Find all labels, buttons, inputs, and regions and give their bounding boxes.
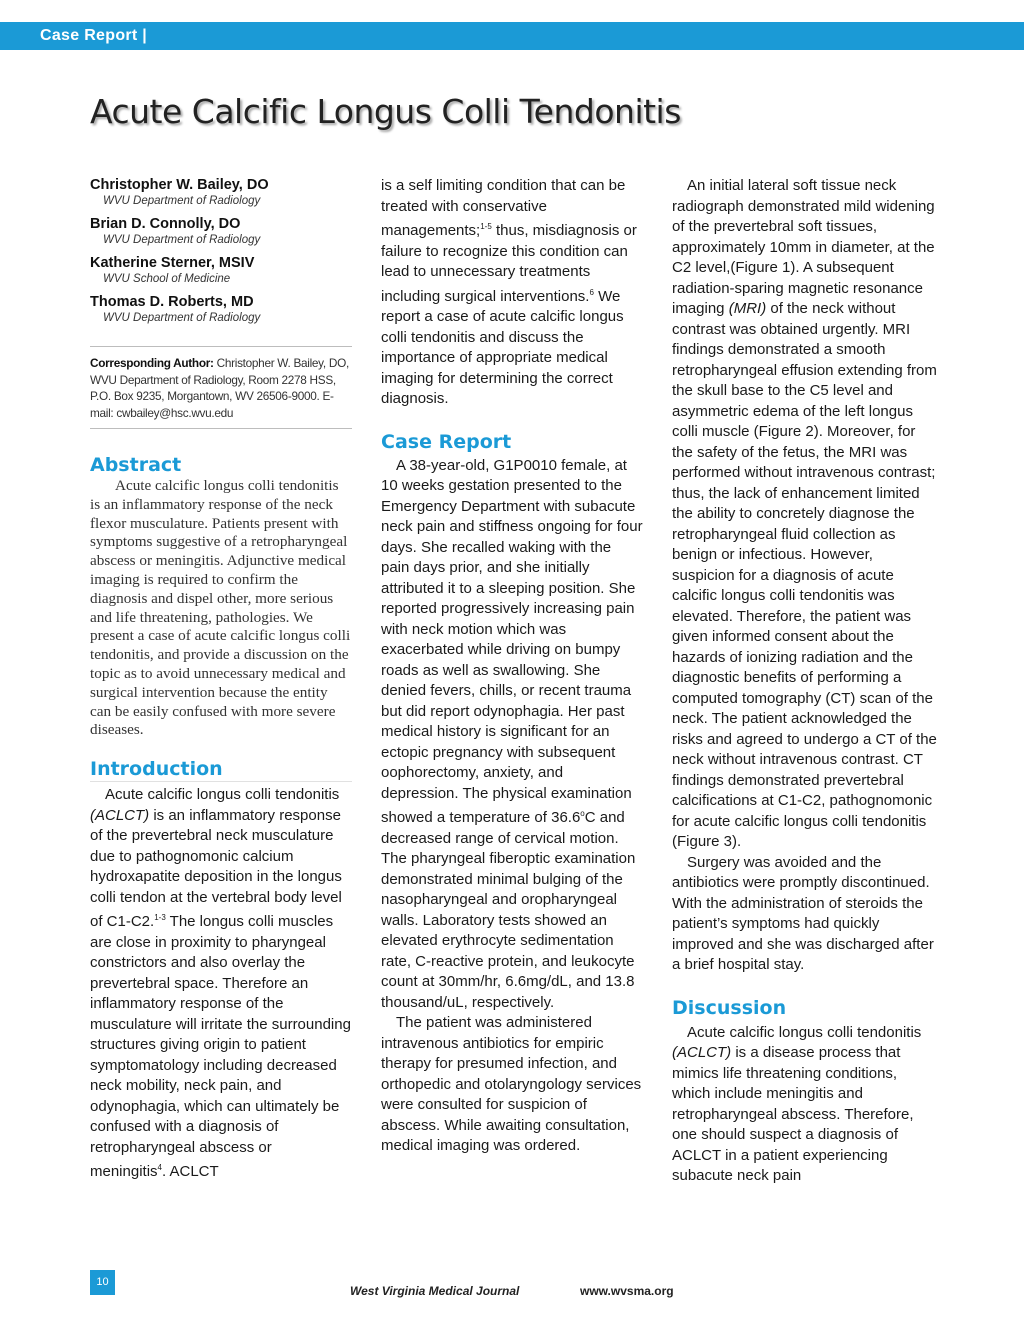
- header-bar: [0, 22, 1024, 50]
- author-name: Christopher W. Bailey, DO: [90, 177, 269, 193]
- author-affiliation: WVU Department of Radiology: [103, 195, 261, 207]
- column-1: [90, 176, 352, 1183]
- column-2: [381, 176, 643, 1157]
- case-report-paragraph: Surgery was avoided and the antibiotics were promptly discontinued. With the administration of steroids the patient’s symptoms had quickly improved and she was discharged after a brief hospital stay.: [672, 853, 934, 973]
- corresponding-details: Christopher W. Bailey, DO, WVU Department of Radiology, Room 2278 HSS, P.O. Box 9235, Morgantown, WV 26506-9000. E-mail: cwbailey@hsc.wvu.edu: [90, 356, 349, 420]
- author-affiliation: WVU School of Medicine: [103, 273, 231, 285]
- page-number: 10: [90, 1270, 115, 1295]
- article-title: Acute Calcific Longus Colli Tendonitis: [90, 92, 681, 131]
- introduction-heading: Introduction: [90, 757, 352, 782]
- discussion-heading: Discussion: [672, 996, 787, 1019]
- case-report-paragraph: An initial lateral soft tissue neck radiograph demonstrated mild widening of the prevertebral soft tissues, approximately 10mm in diameter, at the C2 level,(Figure 1). A subsequent radiation-sparing magnetic resonance imaging (MRI) of the neck without contrast was obtained urgently. MRI findings demonstrated a smooth retropharyngeal effusion extending from the skull base to the C5 level and asymmetric edema of the left longus colli muscle (Figure 2). Moreover, for the safety of the fetus, the MRI was performed without intravenous contrast; thus, the lack of enhancement limited the ability to concretely diagnose the retropharyngeal fluid collection as benign or infectious. However, suspicion for a diagnosis of acute calcific longus colli tendonitis was elevated. Therefore, the patient was given informed consent about the hazards of ionizing radiation and the diagnostic benefits of performing a computed tomography (CT) scan of the neck. The patient acknowledged the risks and agreed to undergo a CT of the neck without intravenous contrast. CT findings demonstrated prevertebral calcifications at C1-C2, pathognomonic for acute calcific longus colli tendonitis (Figure 3).: [672, 177, 937, 850]
- author-name: Thomas D. Roberts, MD: [90, 294, 254, 310]
- abstract-heading: Abstract: [90, 454, 182, 476]
- case-report-paragraph: The patient was administered intravenous antibiotics for empiric therapy for presumed infection, and orthopedic and otolaryngology services were consulted for suspicion of abscess. While awaiting consultation, medical imaging was ordered.: [381, 1014, 642, 1154]
- case-report-heading: Case Report: [381, 430, 512, 453]
- introduction-paragraph-continued: is a self limiting condition that can be treated with conservative managements;$^{1-5}$ thus, misdiagnosis or failure to recognize this condition can lead to unnecessary treatments including surgical interventions.$^6$ We report a case of acute calcific longus colli tendonitis and discuss the importance of appropriate medical imaging for determining the correct diagnosis.: [381, 177, 637, 407]
- corresponding-author: [90, 346, 352, 429]
- journal-name: West Virginia Medical Journal: [350, 1284, 520, 1298]
- journal-url[interactable]: www.wvsma.org: [580, 1284, 674, 1298]
- author-affiliation: WVU Department of Radiology: [103, 234, 261, 246]
- abstract-text: Acute calcific longus colli tendonitis is an inflammatory response of the neck flexor musculature. Patients present with symptoms suggestive of a retropharyngeal abscess or meningitis. Adjunctive medical imaging is required to confirm the diagnosis and dispel other, more serious and life threatening, pathologies. We present a case of acute calcific longus colli tendonitis, and provide a discussion on the topic as to avoid unnecessary medical and surgical intervention because the entity can be easily confused with more severe diseases.: [90, 477, 351, 739]
- column-3: [672, 176, 938, 1187]
- author-block: [90, 176, 352, 208]
- introduction-paragraph: Acute calcific longus colli tendonitis (ACLCT) is an inflammatory response of the prevertebral neck musculature due to pathognomonic calcium hydroxapatite deposition in the longus colli tendon at the vertebral body level of C1-C2.$^{1-3}$ The longus colli muscles are close in proximity to pharyngeal constrictors and also overlay the prevertebral space. Therefore an inflammatory response of the musculature will irritate the surrounding structures giving origin to patient symptomatology including decreased neck mobility, neck pain, and odynophagia, which can ultimately be confused with a diagnosis of retropharyngeal abscess or meningitis$^4$. ACLCT: [90, 786, 351, 1181]
- author-block: [90, 254, 352, 286]
- author-affiliation: WVU Department of Radiology: [103, 312, 261, 324]
- author-block: [90, 293, 352, 325]
- corresponding-label: Corresponding Author:: [90, 356, 214, 370]
- section-label: Case Report |: [40, 27, 148, 44]
- author-name: Katherine Sterner, MSIV: [90, 255, 255, 271]
- author-block: [90, 215, 352, 247]
- case-report-paragraph: A 38-year-old, G1P0010 female, at 10 weeks gestation presented to the Emergency Department with subacute neck pain and stiffness ongoing for four days. She recalled waking with the pain days prior, and she initially attributed it to a sleeping position. She reported progressively increasing pain with neck motion which was exacerbated while driving on bumpy roads as well as swallowing. She denied fevers, chills, or recent trauma but did report odynophagia. Her past medical history is significant for an ectopic pregnancy with subsequent oophorectomy, anxiety, and depression. The physical examination showed a temperature of 36.6$^o$C and decreased range of cervical motion. The pharyngeal fiberoptic examination demonstrated minimal bulging of the nasopharyngeal and oropharyngeal walls. Laboratory tests showed an elevated erythrocyte sedimentation rate, C-reactive protein, and leukocyte count at 30mm/hr, 6.6mg/dL, and 13.8 thousand/uL, respectively.: [381, 456, 643, 1011]
- discussion-paragraph: Acute calcific longus colli tendonitis (ACLCT) is a disease process that mimics life threatening conditions, which include meningitis and retropharyngeal abscess. Therefore, one should suspect a diagnosis of ACLCT in a patient experiencing subacute neck pain: [672, 1023, 922, 1184]
- author-name: Brian D. Connolly, DO: [90, 216, 241, 232]
